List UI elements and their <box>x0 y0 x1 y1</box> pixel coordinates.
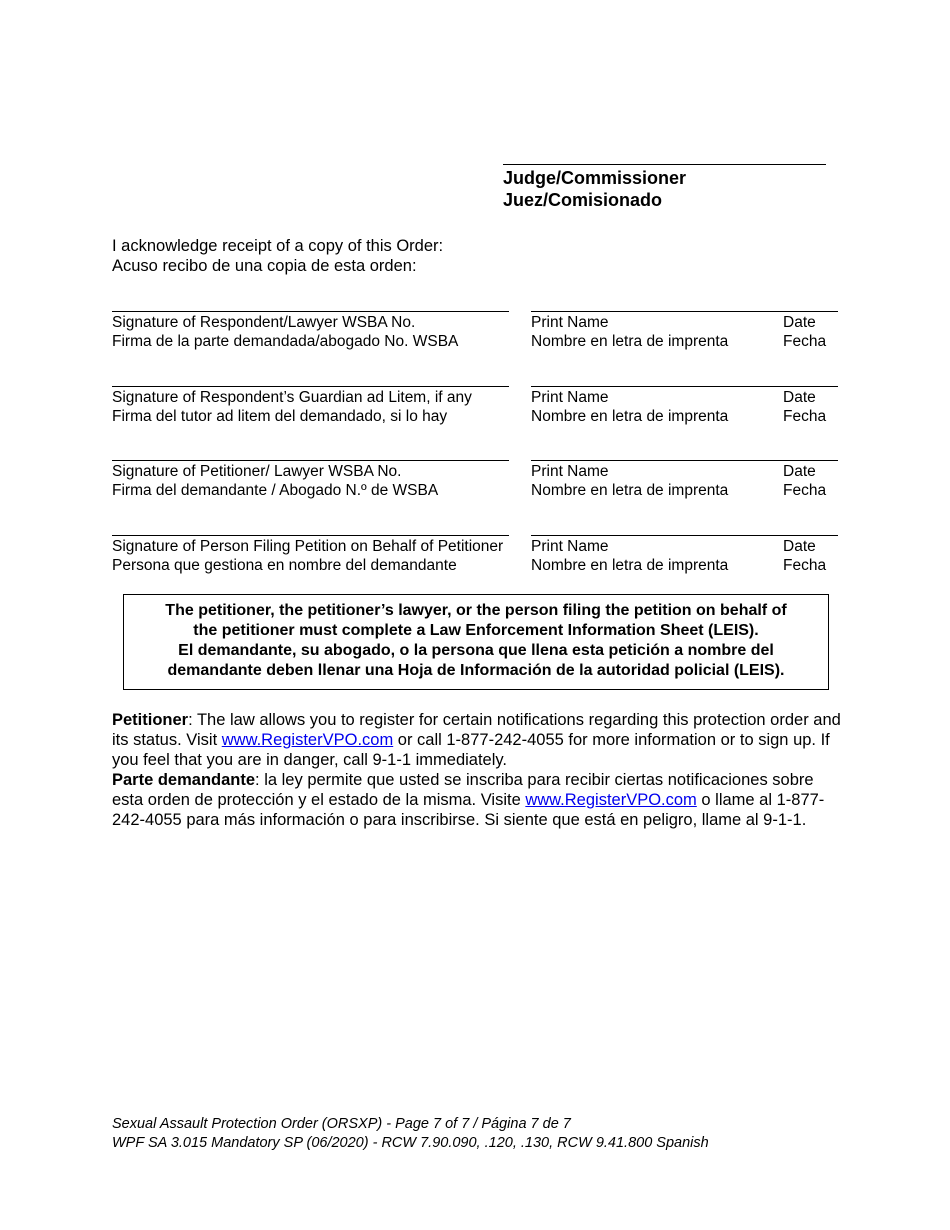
notice-line-1: The petitioner, the petitioner’s lawyer, or the person filing the petition on behalf of <box>165 602 787 619</box>
page-footer <box>112 1115 709 1153</box>
print-name-es: Nombre en letra de imprenta <box>531 482 729 499</box>
print-name-es: Nombre en letra de imprenta <box>531 408 729 425</box>
print-name-en: Print Name <box>531 463 609 480</box>
petitioner-label: Petitioner <box>112 711 189 729</box>
date-label <box>783 313 826 351</box>
signature-line <box>112 535 509 536</box>
parte-demandante-label: Parte demandante <box>112 771 256 789</box>
acknowledge-en: I acknowledge receipt of a copy of this Order: <box>112 237 444 255</box>
print-name-en: Print Name <box>531 389 609 406</box>
petitioner-text-2: or call 1-877-242-4055 for more information or to sign up. If you feel that you are in danger, call 9-1-1 immediately. <box>112 731 830 769</box>
date-en: Date <box>783 463 816 480</box>
print-name-en: Print Name <box>531 314 609 331</box>
signature-label <box>112 537 503 575</box>
print-name-es: Nombre en letra de imprenta <box>531 557 729 574</box>
notice-line-3: El demandante, su abogado, o la persona que llena esta petición a nombre del <box>178 642 774 659</box>
signature-label <box>112 462 438 500</box>
print-name-line <box>531 311 838 312</box>
signature-label-es: Firma de la parte demandada/abogado No. WSBA <box>112 333 459 350</box>
print-name-label <box>531 537 728 575</box>
print-name-label <box>531 313 728 351</box>
signature-line <box>112 460 509 461</box>
leis-notice-box <box>123 594 829 690</box>
print-name-line <box>531 386 838 387</box>
print-name-line <box>531 535 838 536</box>
judge-title <box>503 167 686 211</box>
judge-signature-line <box>503 164 826 165</box>
register-vpo-link[interactable]: www.RegisterVPO.com <box>221 731 394 749</box>
signature-label-en: Signature of Person Filing Petition on Behalf of Petitioner <box>112 538 504 555</box>
print-name-line <box>531 460 838 461</box>
signature-label-en: Signature of Petitioner/ Lawyer WSBA No. <box>112 463 402 480</box>
date-label <box>783 388 826 426</box>
acknowledge-statement <box>112 236 443 276</box>
print-name-label <box>531 462 728 500</box>
date-es: Fecha <box>783 557 827 574</box>
date-en: Date <box>783 538 816 555</box>
register-vpo-link-es[interactable]: www.RegisterVPO.com <box>525 791 697 809</box>
notice-line-4: demandante deben llenar una Hoja de Información de la autoridad policial (LEIS). <box>167 662 785 679</box>
date-es: Fecha <box>783 482 827 499</box>
petitioner-notice-es <box>112 770 842 830</box>
petitioner-text-1: : The law allows you to register for certain notifications regarding this protection order and its status. Visit <box>112 711 841 749</box>
notice-line-2: the petitioner must complete a Law Enforcement Information Sheet (LEIS). <box>193 622 759 639</box>
acknowledge-es: Acuso recibo de una copia de esta orden: <box>112 257 417 275</box>
signature-label-en: Signature of Respondent’s Guardian ad Litem, if any <box>112 389 472 406</box>
date-label <box>783 537 826 575</box>
petitioner-notice-en <box>112 710 842 770</box>
date-es: Fecha <box>783 333 827 350</box>
date-label <box>783 462 826 500</box>
parte-demandante-text-2: o llame al 1-877-242-4055 para más información o para inscribirse. Si siente que está en peligro, llame al 9-1-1. <box>112 791 825 829</box>
signature-label-es: Persona que gestiona en nombre del demandante <box>112 557 457 574</box>
print-name-label <box>531 388 728 426</box>
date-es: Fecha <box>783 408 827 425</box>
date-en: Date <box>783 389 816 406</box>
signature-label-es: Firma del demandante / Abogado N.º de WSBA <box>112 482 439 499</box>
date-en: Date <box>783 314 816 331</box>
judge-label-es: Juez/Comisionado <box>503 190 663 210</box>
print-name-en: Print Name <box>531 538 609 555</box>
signature-label-en: Signature of Respondent/Lawyer WSBA No. <box>112 314 416 331</box>
signature-label <box>112 388 472 426</box>
signature-label <box>112 313 458 351</box>
parte-demandante-text-1: : la ley permite que usted se inscriba para recibir ciertas notificaciones sobre esta orden de protección y el estado de la misma. Visite <box>112 771 814 809</box>
footer-form-title: Sexual Assault Protection Order (ORSXP) - Page 7 of 7 / Página 7 de 7 <box>112 1116 571 1132</box>
signature-label-es: Firma del tutor ad litem del demandado, si lo hay <box>112 408 448 425</box>
print-name-es: Nombre en letra de imprenta <box>531 333 729 350</box>
footer-form-code: WPF SA 3.015 Mandatory SP (06/2020) - RCW 7.90.090, .120, .130, RCW 9.41.800 Spanish <box>112 1135 709 1151</box>
signature-line <box>112 311 509 312</box>
signature-line <box>112 386 509 387</box>
judge-label-en: Judge/Commissioner <box>503 168 687 188</box>
